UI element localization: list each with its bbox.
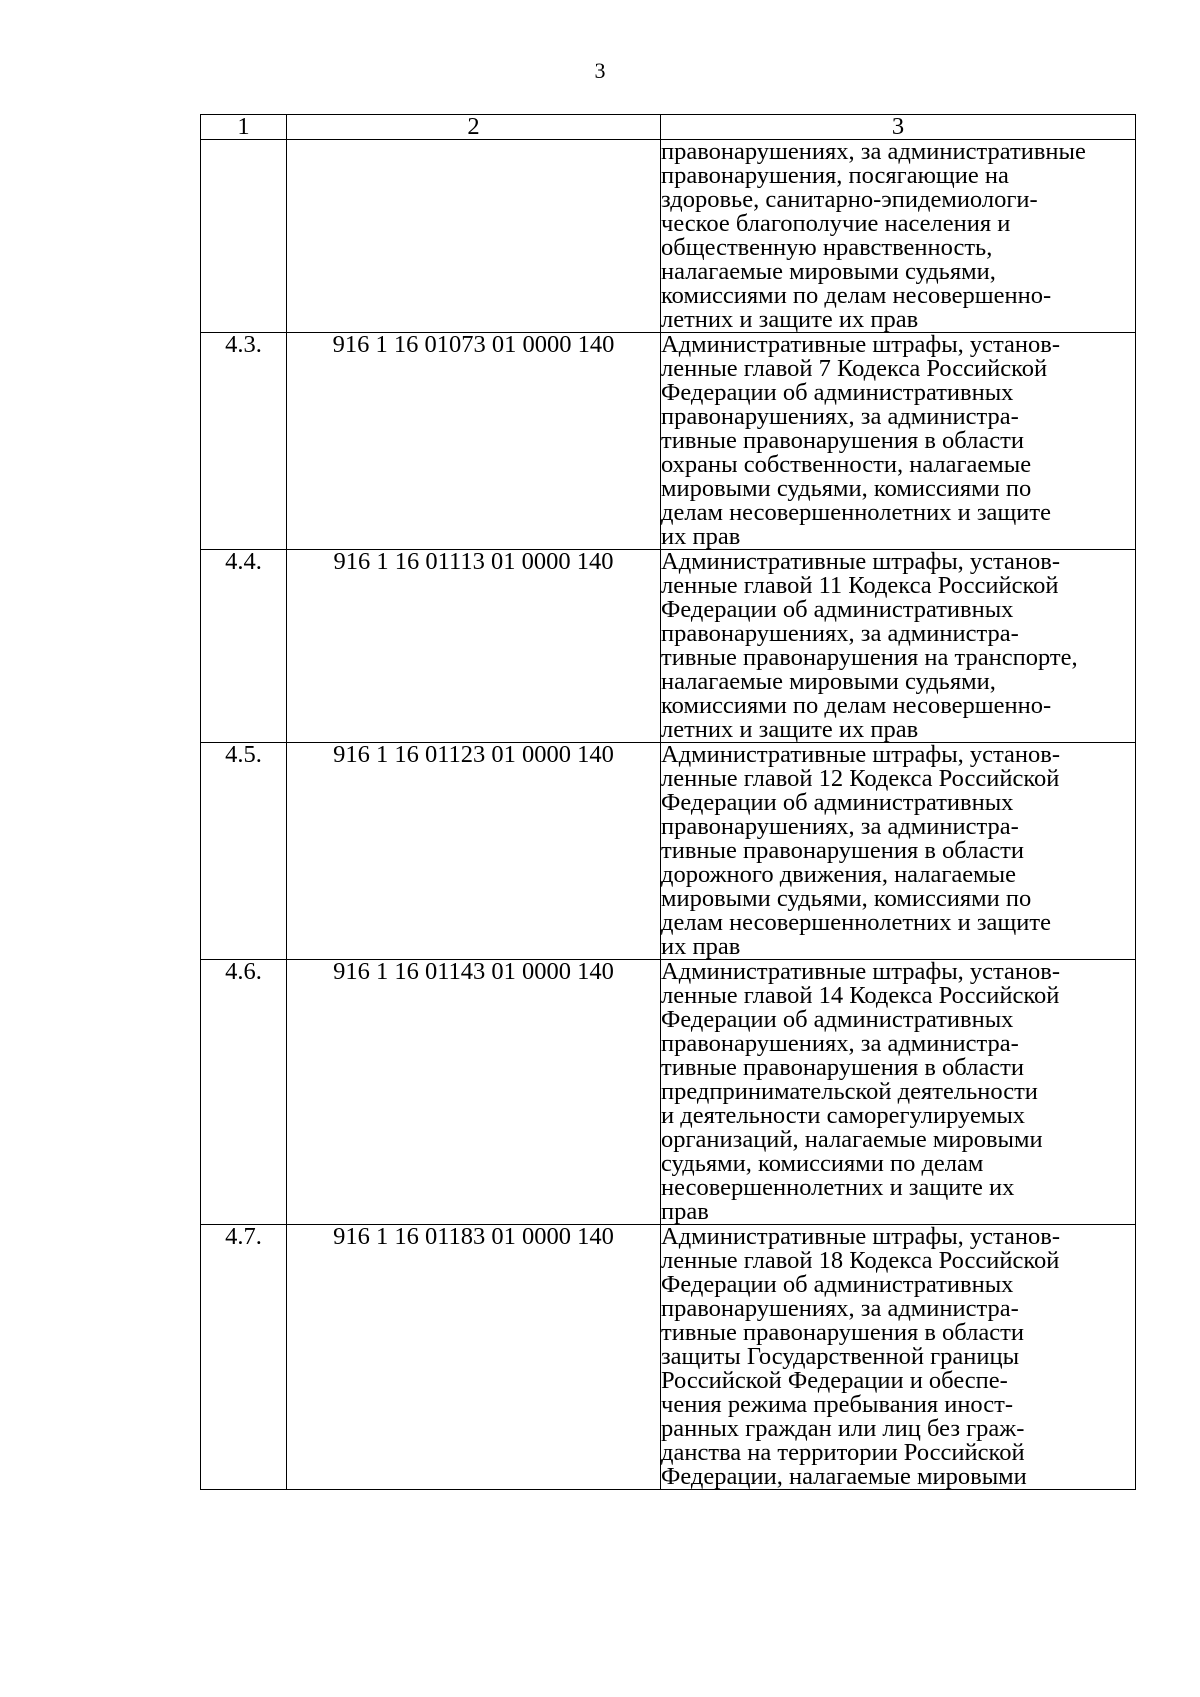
description-line: правонарушениях, за администра- [661,1295,1019,1322]
description-line: Федерации об административных [661,789,1014,816]
description-line: делам несовершеннолетних и защите [661,909,1051,936]
description-line: Административные штрафы, установ- [661,958,1060,985]
table-row [201,743,1136,960]
description-line: Административные штрафы, установ- [661,741,1060,768]
description-line: и деятельности саморегулируемых [661,1102,1026,1129]
description-line: Административные штрафы, установ- [661,548,1060,575]
codes-table [200,114,1136,1490]
description-line: Федерации об административных [661,1271,1014,1298]
row-number-cell: 4.6. [201,960,287,1225]
description-line: Федерации, налагаемые мировыми [661,1463,1027,1490]
description-line: данства на территории Российской [661,1439,1025,1466]
description-line: тивные правонарушения в области [661,427,1024,454]
description-line: комиссиями по делам несовершенно- [661,692,1052,719]
description-line: тивные правонарушения на транспорте, [661,644,1078,671]
description-line: Федерации об административных [661,379,1014,406]
description-line: правонарушениях, за администра- [661,403,1019,430]
description-cell [661,743,1136,960]
table-header-row [201,115,1136,140]
description-cell [661,1225,1136,1490]
description-line: Федерации об административных [661,596,1014,623]
row-number-cell [201,140,287,333]
table-row [201,140,1136,333]
budget-code-cell: 916 1 16 01123 01 0000 140 [287,743,661,960]
description-line: общественную нравственность, [661,234,993,261]
budget-code-cell: 916 1 16 01113 01 0000 140 [287,550,661,743]
description-line: правонарушениях, за администра- [661,813,1019,840]
description-line: ленные главой 14 Кодекса Российской [661,982,1060,1009]
description-line: дорожного движения, налагаемые [661,861,1017,888]
row-number-cell: 4.4. [201,550,287,743]
description-line: ческое благополучие населения и [661,210,1011,237]
description-line: тивные правонарушения в области [661,1319,1024,1346]
description-line: правонарушения, посягающие на [661,162,1009,189]
description-line: ранных граждан или лиц без граж- [661,1415,1025,1442]
description-line: Федерации об административных [661,1006,1014,1033]
table-row [201,550,1136,743]
description-line: комиссиями по делам несовершенно- [661,282,1052,309]
table-row [201,333,1136,550]
description-line: правонарушениях, за администра- [661,620,1019,647]
page-number: 3 [594,58,606,83]
description-line: тивные правонарушения в области [661,1054,1024,1081]
description-line: делам несовершеннолетних и защите [661,499,1051,526]
description-line: налагаемые мировыми судьями, [661,668,996,695]
table-row [201,1225,1136,1490]
budget-code-cell: 916 1 16 01143 01 0000 140 [287,960,661,1225]
description-line: правонарушениях, за администра- [661,1030,1019,1057]
table-row [201,960,1136,1225]
description-line: охраны собственности, налагаемые [661,451,1032,478]
description-line: здоровье, санитарно-эпидемиологи- [661,186,1038,213]
row-number-cell: 4.3. [201,333,287,550]
description-line: ленные главой 18 Кодекса Российской [661,1247,1060,1274]
row-number-cell: 4.5. [201,743,287,960]
description-line: организаций, налагаемые мировыми [661,1126,1043,1153]
description-line: летних и защите их прав [661,716,919,743]
description-line: прав [661,1198,709,1225]
description-line: чения режима пребывания иност- [661,1391,1014,1418]
description-line: защиты Государственной границы [661,1343,1020,1370]
description-line: ленные главой 7 Кодекса Российской [661,355,1048,382]
table-body [201,140,1136,1490]
description-line: летних и защите их прав [661,306,919,333]
description-line: их прав [661,523,741,550]
description-line: их прав [661,933,741,960]
budget-code-cell [287,140,661,333]
description-line: судьями, комиссиями по делам [661,1150,984,1177]
column-header-1: 1 [201,115,287,140]
description-line: мировыми судьями, комиссиями по [661,475,1032,502]
column-header-3: 3 [661,115,1136,140]
description-line: правонарушениях, за административные [661,138,1086,165]
description-line: Административные штрафы, установ- [661,1223,1060,1250]
description-line: налагаемые мировыми судьями, [661,258,996,285]
description-line: несовершеннолетних и защите их [661,1174,1015,1201]
budget-code-cell: 916 1 16 01073 01 0000 140 [287,333,661,550]
description-line: тивные правонарушения в области [661,837,1024,864]
column-header-2: 2 [287,115,661,140]
description-line: Российской Федерации и обеспе- [661,1367,1008,1394]
description-line: ленные главой 12 Кодекса Российской [661,765,1060,792]
description-cell [661,333,1136,550]
description-cell [661,140,1136,333]
description-line: ленные главой 11 Кодекса Российской [661,572,1059,599]
description-line: Административные штрафы, установ- [661,331,1060,358]
description-line: предпринимательской деятельности [661,1078,1038,1105]
budget-code-cell: 916 1 16 01183 01 0000 140 [287,1225,661,1490]
row-number-cell: 4.7. [201,1225,287,1490]
description-cell [661,960,1136,1225]
description-cell [661,550,1136,743]
description-line: мировыми судьями, комиссиями по [661,885,1032,912]
